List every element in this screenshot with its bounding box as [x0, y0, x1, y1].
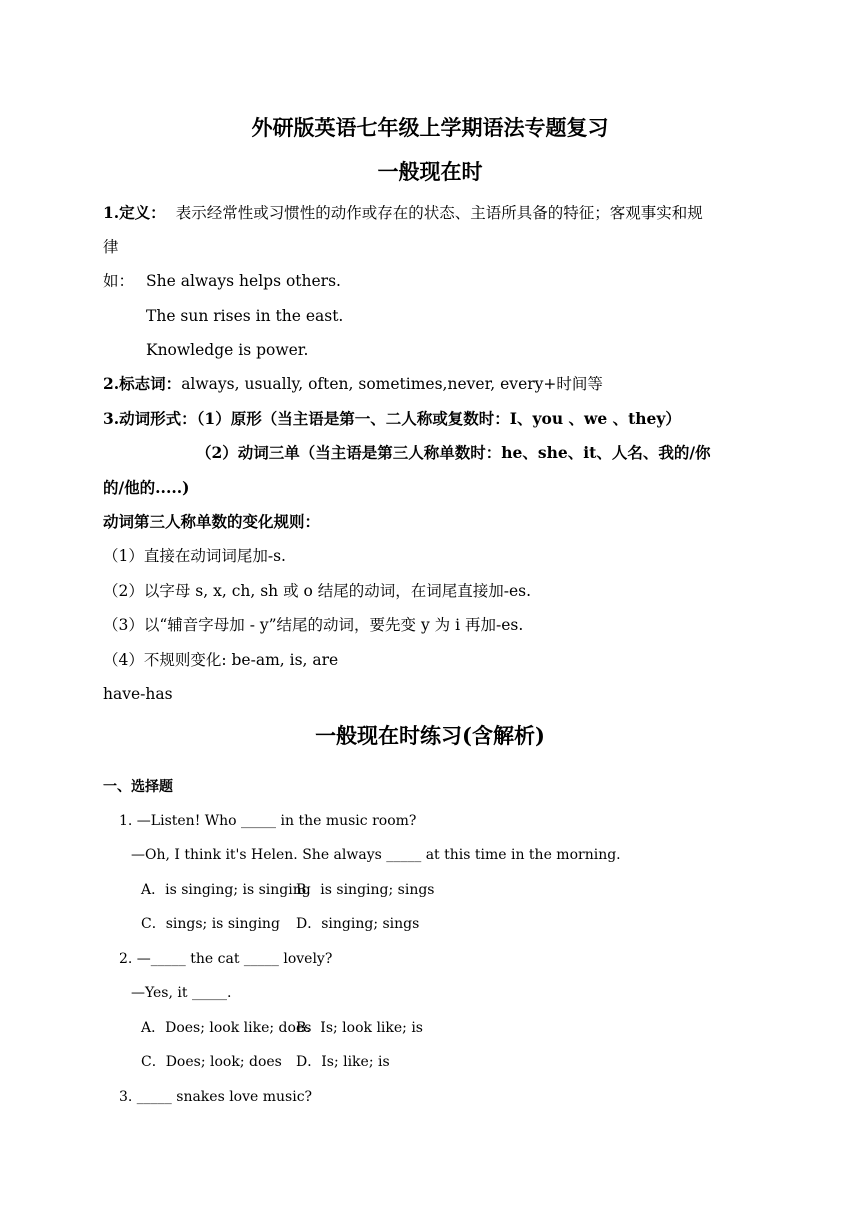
question-stem: 2. —_____ the cat _____ lovely? — [119, 951, 333, 967]
signal-words-line — [103, 374, 603, 394]
document-title: 外研版英语七年级上学期语法专题复习 — [251, 115, 609, 140]
question-stem: 1. —Listen! Who _____ in the music room? — [119, 813, 417, 829]
rule-extra: have-has — [103, 685, 173, 703]
practice-title: 一般现在时练习(含解析) — [315, 723, 545, 748]
rule-item: （4）不规则变化: be-am, is, are — [103, 651, 339, 669]
option-d: D．singing; sings — [296, 916, 420, 932]
examples-label: 如： — [103, 272, 135, 290]
option-a: A．Does; look like; does — [141, 1020, 312, 1036]
verb-forms-line: 的/他的.....) — [103, 478, 190, 497]
verb-forms-line: 3.动词形式：（1）原形（当主语是第一、二人称或复数时：I、you 、we 、they） — [103, 409, 681, 428]
rule-item: （2）以字母 s, x, ch, sh 或 o 结尾的动词，在词尾直接加-es. — [103, 582, 532, 600]
option-c: C．Does; look; does — [141, 1054, 282, 1070]
question-stem-reply: —Yes, it _____. — [131, 985, 232, 1001]
document-subtitle: 一般现在时 — [377, 159, 483, 184]
example-sentence: She always helps others. — [146, 272, 341, 290]
example-sentence: The sun rises in the east. — [146, 307, 344, 325]
option-b: B．is singing; sings — [296, 882, 435, 898]
example-sentence: Knowledge is power. — [146, 341, 309, 359]
definition-text: 表示经常性或习惯性的动作或存在的状态、主语所具备的特征；客观事实和规 — [175, 204, 703, 222]
question-stem-reply: —Oh, I think it's Helen. She always _____ at this time in the morning. — [131, 847, 621, 863]
option-b: B．Is; look like; is — [296, 1020, 423, 1036]
rule-item: （1）直接在动词词尾加-s. — [103, 547, 286, 565]
signal-words-text: always, usually, often, sometimes,never, every+时间等 — [181, 375, 603, 393]
option-a: A．is singing; is singing — [141, 882, 311, 898]
section-title: 一、选择题 — [103, 779, 173, 795]
rule-item: （3）以“辅音字母加 - y”结尾的动词，要先变 y 为 i 再加-es. — [103, 616, 524, 634]
option-c: C．sings; is singing — [141, 916, 280, 932]
rules-title: 动词第三人称单数的变化规则： — [103, 512, 321, 531]
definition-line — [103, 203, 703, 223]
definition-label: 1.定义： — [103, 203, 166, 222]
signal-words-label: 2.标志词： — [103, 374, 182, 393]
definition-text-continued: 律 — [103, 238, 119, 256]
option-d: D．Is; like; is — [296, 1054, 390, 1070]
question-stem: 3. _____ snakes love music? — [119, 1089, 313, 1105]
verb-forms-line: （2）动词三单（当主语是第三人称单数时：he、she、it、人名、我的/你 — [196, 443, 711, 462]
